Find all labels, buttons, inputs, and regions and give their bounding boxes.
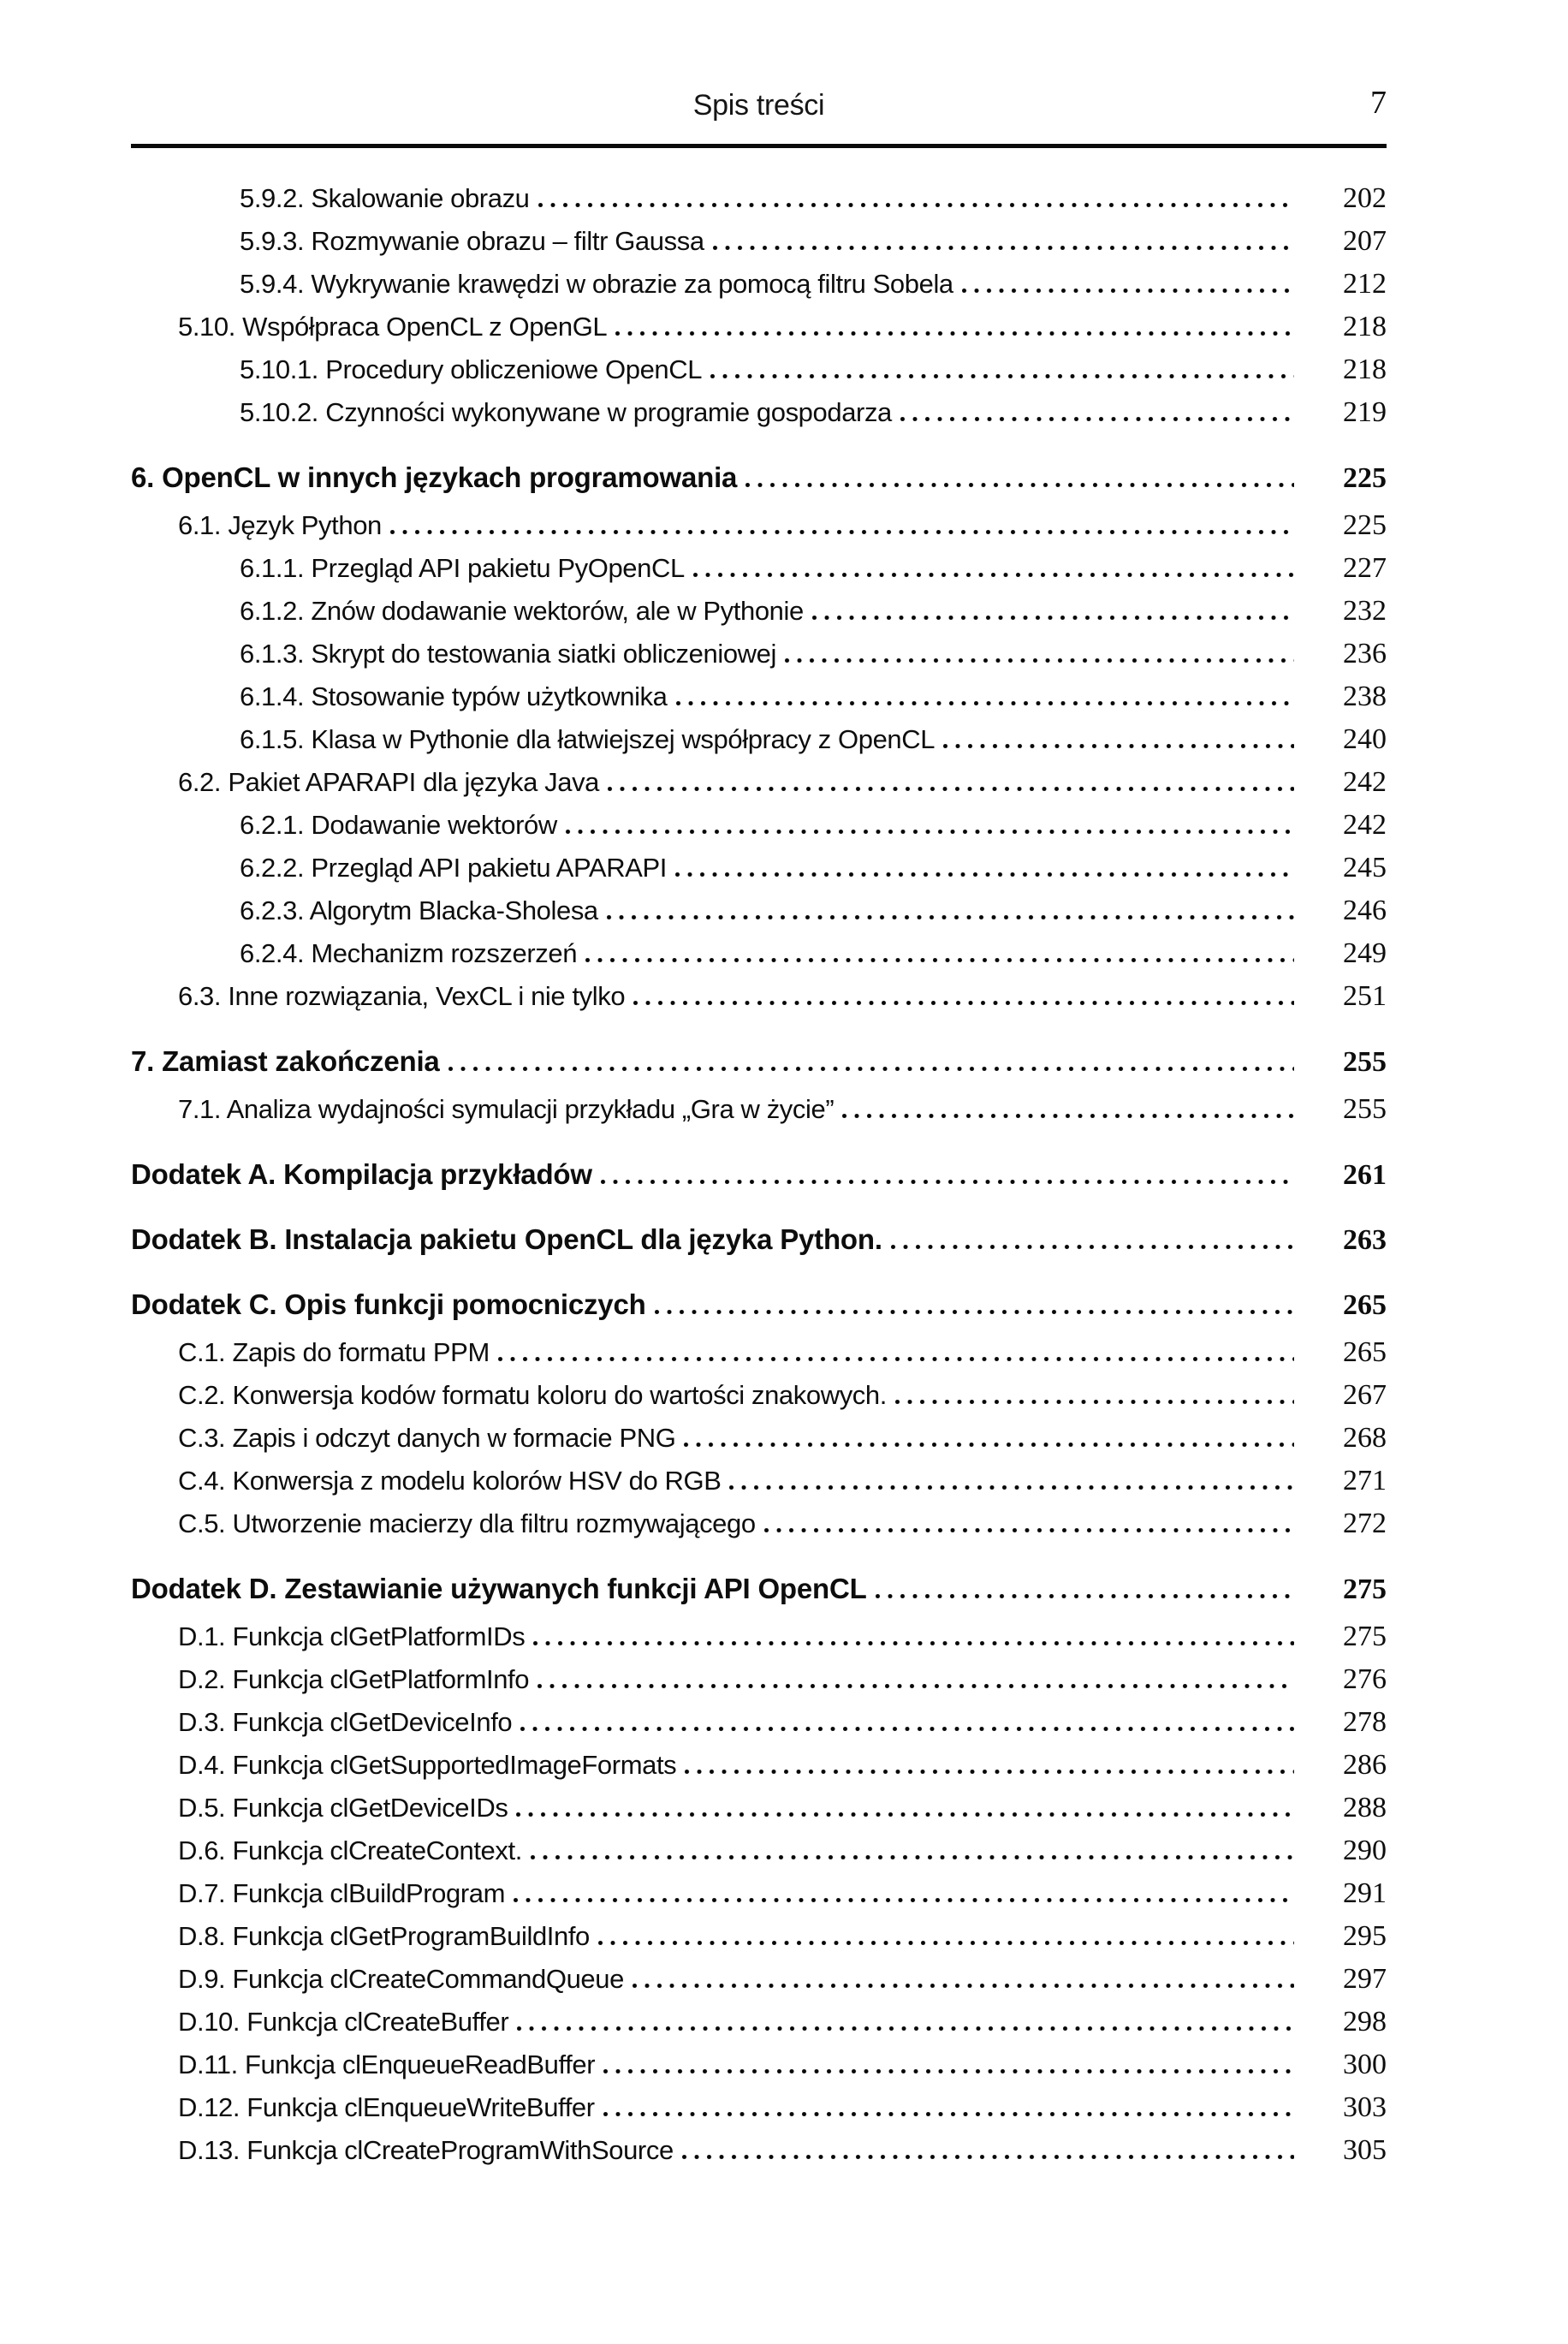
toc-chapter-row bbox=[131, 1223, 1387, 1266]
toc-entry-label: 6.2.2. Przegląd API pakietu APARAPI bbox=[240, 853, 667, 883]
toc-entry-label: 5.9.3. Rozmywanie obrazu – filtr Gaussa bbox=[240, 226, 704, 256]
toc-entry-page: 207 bbox=[1343, 225, 1387, 257]
toc-entry-page: 227 bbox=[1343, 552, 1387, 584]
toc-entry-page: 218 bbox=[1343, 354, 1387, 385]
toc-entry-label: D.3. Funkcja clGetDeviceInfo bbox=[178, 1707, 513, 1737]
toc-entry-page: 218 bbox=[1343, 311, 1387, 342]
toc-entry-page: 291 bbox=[1343, 1877, 1387, 1909]
toc-entry-page: 271 bbox=[1343, 1465, 1387, 1496]
toc-entry-page: 212 bbox=[1343, 268, 1387, 300]
dot-leader bbox=[633, 1984, 1294, 1988]
toc-entry-label: Dodatek D. Zestawianie używanych funkcji API OpenCL bbox=[131, 1573, 867, 1604]
toc-entry-page: 225 bbox=[1343, 509, 1387, 541]
toc-entry-page: 236 bbox=[1343, 638, 1387, 669]
toc-entry-page: 242 bbox=[1343, 766, 1387, 798]
toc-entry-row bbox=[131, 638, 1387, 681]
dot-leader bbox=[676, 701, 1295, 705]
dot-leader bbox=[516, 1812, 1294, 1817]
dot-leader bbox=[655, 1310, 1294, 1314]
toc-entry-label: D.9. Funkcja clCreateCommandQueue bbox=[178, 1964, 624, 1994]
toc-entry-row bbox=[131, 2134, 1387, 2177]
toc-chapter-row bbox=[131, 1158, 1387, 1201]
toc-list bbox=[131, 182, 1387, 2177]
toc-chapter-row bbox=[131, 1573, 1387, 1615]
dot-leader bbox=[682, 2155, 1294, 2159]
toc-entry-row bbox=[131, 1792, 1387, 1835]
dot-leader bbox=[598, 1941, 1294, 1945]
dot-leader bbox=[895, 1400, 1294, 1404]
toc-entry-row bbox=[131, 396, 1387, 439]
toc-entry-label: D.8. Funkcja clGetProgramBuildInfo bbox=[178, 1921, 590, 1951]
toc-entry-label: 6.1.2. Znów dodawanie wektorów, ale w Pythonie bbox=[240, 596, 804, 626]
toc-entry-row bbox=[131, 723, 1387, 766]
toc-entry-row bbox=[131, 509, 1387, 552]
dot-leader bbox=[448, 1067, 1294, 1071]
toc-chapter-row bbox=[131, 1045, 1387, 1088]
toc-entry-label: C.4. Konwersja z modelu kolorów HSV do RGB bbox=[178, 1466, 722, 1496]
dot-leader bbox=[785, 658, 1294, 663]
dot-leader bbox=[615, 331, 1294, 336]
toc-entry-page: 219 bbox=[1343, 396, 1387, 428]
toc-entry-page: 275 bbox=[1343, 1621, 1387, 1652]
toc-entry-row bbox=[131, 182, 1387, 225]
toc-entry-row bbox=[131, 2006, 1387, 2049]
dot-leader bbox=[962, 289, 1294, 293]
toc-entry-row bbox=[131, 1379, 1387, 1422]
toc-entry-label: D.5. Funkcja clGetDeviceIDs bbox=[178, 1793, 508, 1823]
toc-entry-label: Dodatek C. Opis funkcji pomocniczych bbox=[131, 1288, 646, 1320]
toc-entry-row bbox=[131, 766, 1387, 809]
page-header bbox=[131, 0, 1387, 128]
toc-entry-page: 265 bbox=[1343, 1289, 1387, 1321]
toc-entry-page: 286 bbox=[1343, 1749, 1387, 1781]
toc-entry-page: 297 bbox=[1343, 1963, 1387, 1995]
toc-entry-label: C.1. Zapis do formatu PPM bbox=[178, 1337, 490, 1367]
toc-entry-page: 268 bbox=[1343, 1422, 1387, 1454]
toc-entry-row bbox=[131, 1749, 1387, 1792]
dot-leader bbox=[900, 417, 1294, 421]
toc-entry-row bbox=[131, 980, 1387, 1023]
dot-leader bbox=[520, 1727, 1294, 1731]
toc-entry-page: 232 bbox=[1343, 595, 1387, 627]
toc-chapter-row bbox=[131, 1288, 1387, 1331]
toc-entry-page: 251 bbox=[1343, 980, 1387, 1012]
toc-entry-label: Dodatek B. Instalacja pakietu OpenCL dla języka Python. bbox=[131, 1223, 882, 1255]
dot-leader bbox=[538, 1684, 1294, 1688]
toc-entry-row bbox=[131, 1663, 1387, 1706]
toc-entry-page: 303 bbox=[1343, 2091, 1387, 2123]
toc-entry-row bbox=[131, 809, 1387, 852]
dot-leader bbox=[891, 1245, 1294, 1249]
toc-entry-page: 245 bbox=[1343, 852, 1387, 883]
dot-leader bbox=[710, 374, 1294, 378]
toc-entry-page: 275 bbox=[1343, 1574, 1387, 1605]
dot-leader bbox=[498, 1357, 1294, 1361]
toc-entry-row bbox=[131, 937, 1387, 980]
toc-entry-page: 278 bbox=[1343, 1706, 1387, 1738]
dot-leader bbox=[514, 1898, 1294, 1902]
toc-entry-page: 225 bbox=[1343, 462, 1387, 494]
toc-entry-page: 242 bbox=[1343, 809, 1387, 841]
toc-entry-label: D.4. Funkcja clGetSupportedImageFormats bbox=[178, 1750, 677, 1780]
toc-chapter-row bbox=[131, 461, 1387, 504]
toc-entry-label: 6.1.3. Skrypt do testowania siatki obliczeniowej bbox=[240, 639, 776, 669]
toc-entry-page: 267 bbox=[1343, 1379, 1387, 1411]
toc-entry-label: 6.3. Inne rozwiązania, VexCL i nie tylko bbox=[178, 981, 626, 1011]
toc-entry-page: 249 bbox=[1343, 937, 1387, 969]
toc-entry-label: 5.10. Współpraca OpenCL z OpenGL bbox=[178, 312, 608, 342]
toc-entry-label: 5.9.4. Wykrywanie krawędzi w obrazie za pomocą filtru Sobela bbox=[240, 269, 953, 299]
dot-leader bbox=[745, 483, 1294, 487]
dot-leader bbox=[685, 1770, 1294, 1774]
dot-leader bbox=[607, 915, 1294, 919]
dot-leader bbox=[531, 1855, 1294, 1859]
toc-entry-label: 7.1. Analiza wydajności symulacji przykładu „Gra w życie” bbox=[178, 1094, 834, 1124]
dot-leader bbox=[566, 830, 1294, 834]
toc-entry-page: 288 bbox=[1343, 1792, 1387, 1823]
toc-entry-page: 265 bbox=[1343, 1336, 1387, 1368]
dot-leader bbox=[812, 616, 1294, 620]
toc-entry-label: 7. Zamiast zakończenia bbox=[131, 1045, 440, 1077]
toc-entry-page: 298 bbox=[1343, 2006, 1387, 2038]
toc-entry-row bbox=[131, 311, 1387, 354]
page-number: 7 bbox=[1370, 85, 1387, 121]
toc-entry-label: D.12. Funkcja clEnqueueWriteBuffer bbox=[178, 2092, 595, 2122]
toc-entry-label: 6.2.1. Dodawanie wektorów bbox=[240, 810, 557, 840]
toc-entry-label: 6.2. Pakiet APARAPI dla języka Java bbox=[178, 767, 600, 797]
toc-entry-page: 240 bbox=[1343, 723, 1387, 755]
toc-entry-page: 202 bbox=[1343, 182, 1387, 214]
toc-entry-label: D.7. Funkcja clBuildProgram bbox=[178, 1878, 506, 1908]
toc-entry-label: 6.2.4. Mechanizm rozszerzeń bbox=[240, 938, 578, 968]
dot-leader bbox=[538, 203, 1294, 207]
toc-entry-label: 6.1.5. Klasa w Pythonie dla łatwiejszej współpracy z OpenCL bbox=[240, 724, 935, 754]
toc-entry-row bbox=[131, 354, 1387, 396]
toc-entry-label: 6.1.1. Przegląd API pakietu PyOpenCL bbox=[240, 553, 685, 583]
toc-entry-row bbox=[131, 1963, 1387, 2006]
toc-entry-page: 300 bbox=[1343, 2049, 1387, 2080]
dot-leader bbox=[729, 1485, 1294, 1490]
toc-entry-label: C.2. Konwersja kodów formatu koloru do wartości znakowych. bbox=[178, 1380, 887, 1410]
toc-entry-label: 5.10.2. Czynności wykonywane w programie gospodarza bbox=[240, 397, 892, 427]
toc-entry-row bbox=[131, 2049, 1387, 2091]
dot-leader bbox=[633, 1001, 1294, 1005]
dot-leader bbox=[764, 1528, 1294, 1532]
dot-leader bbox=[601, 1180, 1294, 1184]
toc-entry-page: 261 bbox=[1343, 1159, 1387, 1191]
toc-entry-row bbox=[131, 1835, 1387, 1877]
dot-leader bbox=[842, 1114, 1294, 1118]
dot-leader bbox=[943, 744, 1294, 748]
toc-entry-label: D.11. Funkcja clEnqueueReadBuffer bbox=[178, 2050, 596, 2079]
toc-entry-row bbox=[131, 1508, 1387, 1550]
toc-entry-row bbox=[131, 681, 1387, 723]
toc-entry-row bbox=[131, 852, 1387, 895]
toc-entry-page: 272 bbox=[1343, 1508, 1387, 1539]
toc-entry-row bbox=[131, 1336, 1387, 1379]
toc-entry-row bbox=[131, 595, 1387, 638]
toc-entry-page: 290 bbox=[1343, 1835, 1387, 1866]
toc-entry-label: D.6. Funkcja clCreateContext. bbox=[178, 1835, 522, 1865]
toc-entry-row bbox=[131, 225, 1387, 268]
dot-leader bbox=[608, 787, 1294, 791]
toc-entry-row bbox=[131, 1920, 1387, 1963]
toc-entry-row bbox=[131, 1706, 1387, 1749]
toc-entry-page: 238 bbox=[1343, 681, 1387, 712]
toc-entry-row bbox=[131, 2091, 1387, 2134]
toc-entry-page: 295 bbox=[1343, 1920, 1387, 1952]
toc-entry-page: 263 bbox=[1343, 1224, 1387, 1256]
dot-leader bbox=[876, 1594, 1294, 1598]
toc-entry-label: D.10. Funkcja clCreateBuffer bbox=[178, 2007, 509, 2037]
dot-leader bbox=[603, 2069, 1294, 2073]
dot-leader bbox=[390, 530, 1294, 534]
dot-leader bbox=[684, 1443, 1294, 1447]
toc-entry-row bbox=[131, 1621, 1387, 1663]
toc-entry-label: C.3. Zapis i odczyt danych w formacie PNG bbox=[178, 1423, 676, 1453]
toc-entry-page: 276 bbox=[1343, 1663, 1387, 1695]
dot-leader bbox=[675, 872, 1294, 877]
toc-entry-row bbox=[131, 895, 1387, 937]
toc-entry-row bbox=[131, 552, 1387, 595]
toc-entry-label: D.2. Funkcja clGetPlatformInfo bbox=[178, 1664, 530, 1694]
toc-entry-label: 6. OpenCL w innych językach programowania bbox=[131, 461, 738, 493]
toc-entry-label: C.5. Utworzenie macierzy dla filtru rozmywającego bbox=[178, 1508, 756, 1538]
dot-leader bbox=[517, 2026, 1294, 2031]
dot-leader bbox=[693, 573, 1294, 577]
toc-entry-label: 6.1.4. Stosowanie typów użytkownika bbox=[240, 681, 668, 711]
toc-entry-label: 6.1. Język Python bbox=[178, 510, 382, 540]
toc-entry-label: 6.2.3. Algorytm Blacka-Sholesa bbox=[240, 895, 598, 925]
toc-entry-label: 5.10.1. Procedury obliczeniowe OpenCL bbox=[240, 354, 703, 384]
toc-entry-label: D.1. Funkcja clGetPlatformIDs bbox=[178, 1621, 526, 1651]
dot-leader bbox=[533, 1641, 1294, 1645]
dot-leader bbox=[603, 2112, 1294, 2116]
dot-leader bbox=[585, 958, 1294, 962]
toc-entry-row bbox=[131, 268, 1387, 311]
toc-entry-label: D.13. Funkcja clCreateProgramWithSource bbox=[178, 2135, 674, 2165]
toc-entry-label: Dodatek A. Kompilacja przykładów bbox=[131, 1158, 592, 1190]
toc-entry-page: 305 bbox=[1343, 2134, 1387, 2166]
toc-entry-row bbox=[131, 1422, 1387, 1465]
toc-entry-page: 255 bbox=[1343, 1046, 1387, 1078]
toc-entry-row bbox=[131, 1093, 1387, 1136]
toc-entry-label: 5.9.2. Skalowanie obrazu bbox=[240, 183, 530, 213]
header-rule bbox=[131, 144, 1387, 148]
toc-entry-page: 246 bbox=[1343, 895, 1387, 926]
toc-entry-row bbox=[131, 1465, 1387, 1508]
toc-entry-row bbox=[131, 1877, 1387, 1920]
toc-entry-page: 255 bbox=[1343, 1093, 1387, 1125]
running-title: Spis treści bbox=[692, 89, 825, 122]
dot-leader bbox=[713, 246, 1294, 250]
